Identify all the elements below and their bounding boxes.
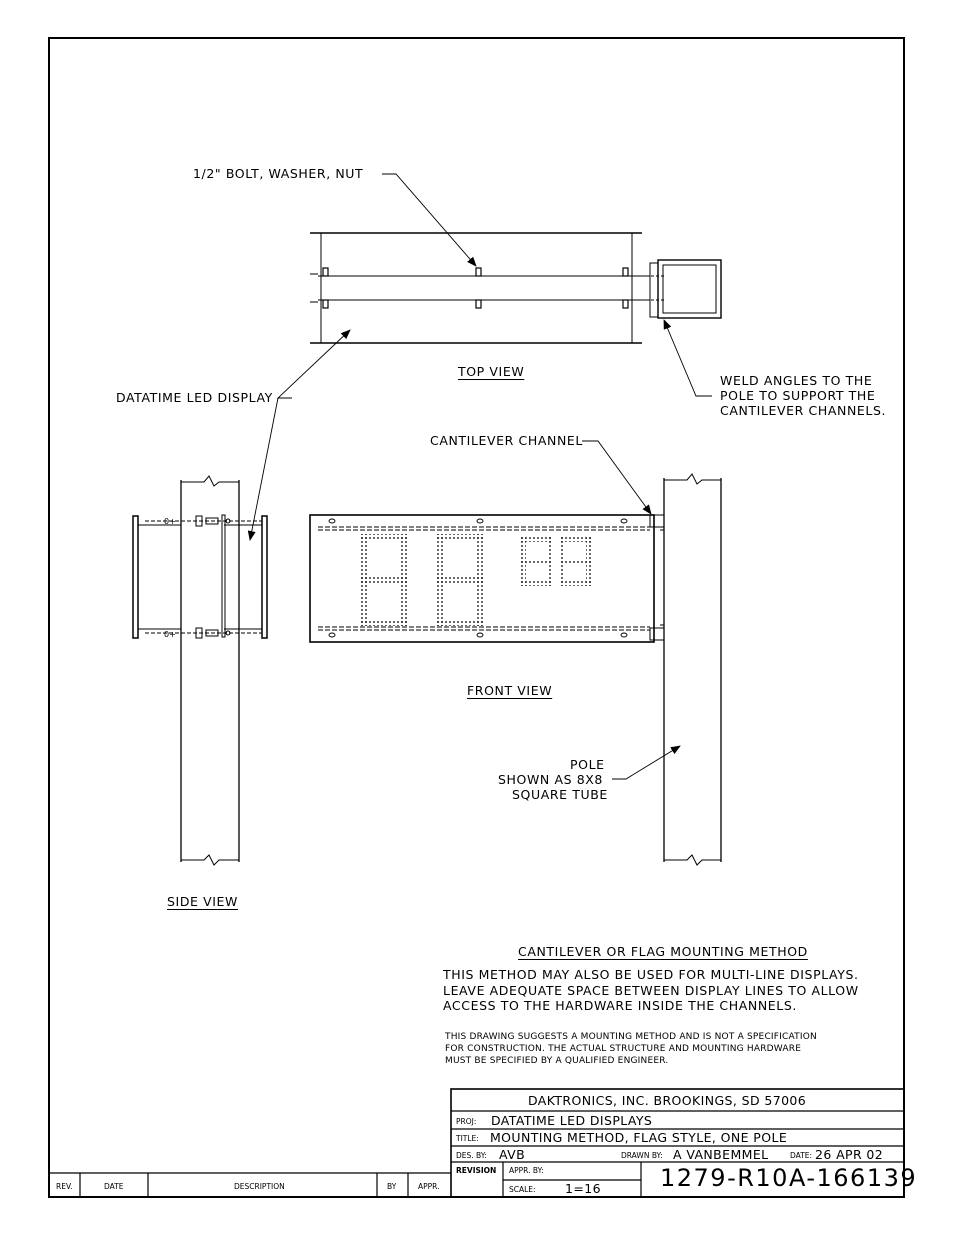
pole-label-line1: POLE <box>570 757 605 772</box>
svg-text:0+: 0+ <box>164 517 176 526</box>
notes-line1: THIS METHOD MAY ALSO BE USED FOR MULTI-LINE DISPLAYS. <box>443 967 859 982</box>
company-name: DAKTRONICS, INC. BROOKINGS, SD 57006 <box>528 1093 807 1108</box>
proj-label: PROJ: <box>456 1117 477 1126</box>
digit-large-2 <box>437 534 483 626</box>
des-by-label: DES. BY: <box>456 1151 487 1160</box>
led-digits <box>361 534 591 626</box>
weld-label-line2: POLE TO SUPPORT THE <box>720 388 876 403</box>
scale-label: SCALE: <box>509 1185 536 1194</box>
revision-label: REVISION <box>456 1166 497 1175</box>
project-name: DATATIME LED DISPLAYS <box>491 1113 653 1128</box>
by-header: BY <box>387 1182 397 1191</box>
weld-label-line1: WELD ANGLES TO THE <box>720 373 873 388</box>
pole-label-line2: SHOWN AS 8X8 <box>498 772 603 787</box>
notes-line3: ACCESS TO THE HARDWARE INSIDE THE CHANNELS. <box>443 998 797 1013</box>
notes-heading: CANTILEVER OR FLAG MOUNTING METHOD <box>518 944 808 959</box>
rev-header: REV. <box>56 1182 73 1191</box>
disclaimer-line1: THIS DRAWING SUGGESTS A MOUNTING METHOD AND IS NOT A SPECIFICATION <box>445 1032 817 1042</box>
side-view-label: SIDE VIEW <box>167 894 239 909</box>
appr-by-label: APPR. BY: <box>509 1166 544 1175</box>
weld-label-line3: CANTILEVER CHANNELS. <box>720 403 887 418</box>
disclaimer-line3: MUST BE SPECIFIED BY A QUALIFIED ENGINEER. <box>445 1056 669 1066</box>
pole-label-line3: SQUARE TUBE <box>512 787 608 802</box>
appr-header: APPR. <box>418 1182 440 1191</box>
description-header: DESCRIPTION <box>234 1182 285 1191</box>
drawing-title: MOUNTING METHOD, FLAG STYLE, ONE POLE <box>490 1130 788 1145</box>
disclaimer-line2: FOR CONSTRUCTION. THE ACTUAL STRUCTURE AND MOUNTING HARDWARE <box>445 1044 802 1054</box>
designer: AVB <box>499 1147 526 1162</box>
drawing-number: 1279-R10A-166139 <box>660 1164 918 1192</box>
svg-text:0+: 0+ <box>164 630 176 639</box>
bolt-label: 1/2" BOLT, WASHER, NUT <box>193 166 364 181</box>
side-view-drawing <box>133 476 267 865</box>
front-view-drawing <box>310 474 721 865</box>
datatime-display-label: DATATIME LED DISPLAY <box>116 390 273 405</box>
drawing-date: 26 APR 02 <box>815 1147 884 1162</box>
top-view-drawing <box>310 233 721 343</box>
drawn-by-label: DRAWN BY: <box>621 1151 663 1160</box>
digit-small-2 <box>560 537 591 586</box>
drafter: A VANBEMMEL <box>673 1147 769 1162</box>
cantilever-channel-label: CANTILEVER CHANNEL <box>430 433 583 448</box>
date-header: DATE <box>104 1182 124 1191</box>
date-label: DATE: <box>790 1151 813 1160</box>
title-label: TITLE: <box>456 1134 479 1143</box>
digit-large-1 <box>361 534 407 626</box>
front-view-label: FRONT VIEW <box>467 683 553 698</box>
digit-small-1 <box>521 537 552 586</box>
scale-value: 1=16 <box>565 1181 601 1196</box>
top-view-label: TOP VIEW <box>458 364 525 379</box>
notes-line2: LEAVE ADEQUATE SPACE BETWEEN DISPLAY LINES TO ALLOW <box>443 983 859 998</box>
